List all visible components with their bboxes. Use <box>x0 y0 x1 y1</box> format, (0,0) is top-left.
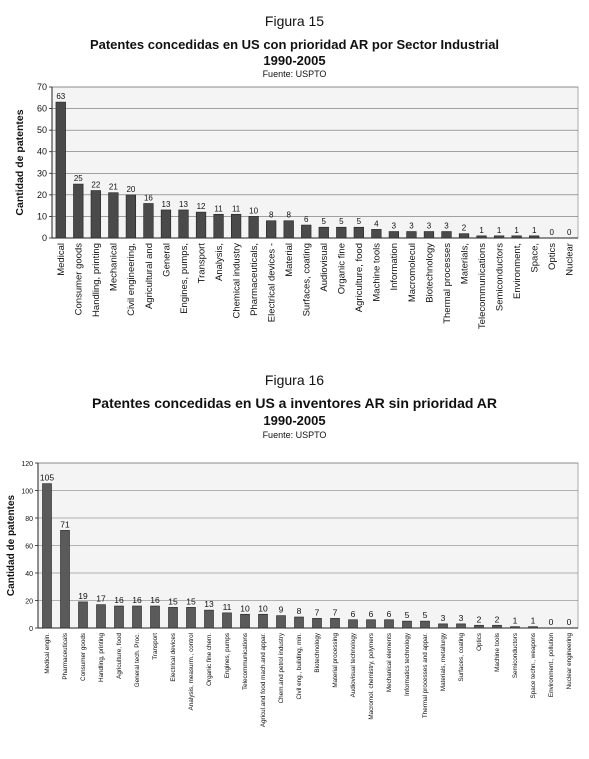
y-tick-label: 40 <box>25 571 33 578</box>
bar-value-label: 11 <box>222 601 232 612</box>
bar <box>475 625 484 628</box>
x-category-label: Medical engin. <box>44 633 52 674</box>
bar <box>79 602 88 628</box>
x-category-label: Organic fine chem. <box>206 633 214 686</box>
bar-value-label: 6 <box>350 608 356 619</box>
bar-value-label: 3 <box>440 612 446 623</box>
bar <box>161 210 171 238</box>
y-axis-label: Cantidad de patentes <box>6 494 17 597</box>
x-category-label: Telecommunications <box>476 243 488 330</box>
bar-value-label: 15 <box>186 596 196 607</box>
bar <box>511 627 520 628</box>
bar-value-label: 8 <box>296 606 302 616</box>
bar <box>284 221 294 238</box>
bar-value-label: 25 <box>73 174 83 184</box>
bar-value-label: 0 <box>566 617 572 627</box>
bar <box>349 620 358 628</box>
x-category-label: Agricul.and food mach.and appar. <box>260 633 268 728</box>
figure-15-subtitle: 1990-2005 <box>263 53 326 68</box>
y-tick-label: 60 <box>25 543 33 551</box>
bar <box>477 236 487 238</box>
y-tick-label: 20 <box>25 598 33 606</box>
x-category-label: Environment, <box>511 243 523 299</box>
x-category-label: Information <box>389 243 401 291</box>
figure-15-title: Patentes concedidas en US con prioridad AR por Sector Industrial <box>89 37 500 52</box>
bar-value-label: 22 <box>91 180 101 190</box>
bar <box>529 627 538 628</box>
y-tick-label: 30 <box>36 168 47 179</box>
bar <box>313 618 322 628</box>
bar <box>109 193 119 238</box>
y-tick-label: 80 <box>25 516 33 523</box>
x-category-label: Medical <box>56 243 68 276</box>
chart-figura-16 <box>0 445 589 755</box>
x-category-label: Audiovisual <box>319 243 331 292</box>
bar-value-label: 20 <box>126 184 136 194</box>
bar-value-label: 16 <box>114 595 124 605</box>
bar-value-label: 4 <box>374 219 379 229</box>
bar-value-label: 2 <box>461 223 467 233</box>
bar <box>223 613 232 628</box>
bar <box>205 610 214 628</box>
bar <box>126 195 136 238</box>
bar-value-label: 5 <box>356 217 362 227</box>
bar-value-label: 5 <box>321 217 326 227</box>
x-category-label: Civil engineering, <box>126 243 138 316</box>
y-tick-label: 50 <box>36 125 47 136</box>
x-category-label: Materials, <box>459 243 471 285</box>
bar-value-label: 3 <box>409 221 414 231</box>
x-category-label: Nuclear <box>564 243 576 276</box>
bar-value-label: 10 <box>240 603 250 614</box>
bar <box>385 620 394 628</box>
x-category-label: Surfaces, coating <box>458 633 466 682</box>
x-category-label: Thermal processes and appar. <box>422 633 430 719</box>
bar <box>266 221 276 238</box>
x-category-label: Pharmaceuticals, <box>248 243 260 316</box>
x-category-label: Surfaces, coating <box>301 243 313 317</box>
bar <box>295 617 304 628</box>
x-category-label: Electrical devices - <box>266 243 278 323</box>
bar-value-label: 16 <box>143 193 153 203</box>
bar <box>151 606 160 628</box>
bar <box>372 229 382 238</box>
bar <box>61 530 70 628</box>
bar <box>439 624 448 628</box>
x-category-label: Optics <box>476 633 484 651</box>
x-category-label: Agriculture, food <box>116 633 124 679</box>
bar-value-label: 10 <box>258 603 268 614</box>
bar-value-label: 21 <box>108 182 118 192</box>
x-category-label: Chem.and petrol industry <box>278 633 286 704</box>
bar <box>407 232 417 238</box>
bar-value-label: 8 <box>286 210 291 220</box>
x-category-label: Mechanical <box>108 243 120 292</box>
bar-value-label: 9 <box>278 604 284 615</box>
bar-value-label: 5 <box>404 610 410 621</box>
x-category-label: Handling, printing <box>98 633 106 683</box>
bar-value-label: 10 <box>249 206 259 216</box>
x-category-label: Chemical industry <box>231 242 243 319</box>
bar-value-label: 3 <box>426 221 432 231</box>
bar-value-label: 11 <box>231 204 241 214</box>
bar <box>529 236 539 238</box>
x-category-label: Thermal processes <box>441 243 453 324</box>
x-category-label: Analysis, <box>213 243 225 282</box>
bar <box>73 184 83 238</box>
bar-value-label: 3 <box>391 221 397 231</box>
bar-value-label: 1 <box>512 615 518 626</box>
x-category-label: Transport <box>196 243 208 284</box>
bar <box>133 606 142 628</box>
bar <box>277 616 286 628</box>
bar <box>115 606 124 628</box>
bar <box>187 607 196 628</box>
bar-value-label: 8 <box>268 210 274 220</box>
x-category-label: Consumer goods <box>73 243 85 316</box>
bar-value-label: 5 <box>339 217 344 227</box>
x-category-label: Space techn., weapons <box>530 633 538 699</box>
x-category-label: Civil eng., building, min. <box>296 633 304 700</box>
bar <box>179 210 189 238</box>
bar <box>169 607 178 628</box>
x-category-label: Engines, pumps, <box>178 243 190 314</box>
x-category-label: Semiconductors <box>494 243 506 312</box>
x-category-label: Analysis, measurm., control <box>188 633 196 711</box>
x-category-label: Electrical devices <box>170 633 178 682</box>
bar <box>493 625 502 628</box>
x-category-label: Consumer goods <box>80 633 88 681</box>
bar-value-label: 6 <box>386 608 392 619</box>
bar <box>214 214 224 238</box>
bar <box>91 191 101 238</box>
figure-16-subtitle: 1990-2005 <box>263 413 326 428</box>
x-category-label: Agricultural and <box>143 243 155 310</box>
bar-value-label: 105 <box>39 472 55 483</box>
bar-value-label: 71 <box>60 519 70 530</box>
bar <box>97 605 106 628</box>
bar <box>421 621 430 628</box>
bar <box>196 212 206 238</box>
bar <box>512 236 522 238</box>
bar-value-label: 1 <box>531 225 537 235</box>
bar-value-label: 1 <box>479 225 484 235</box>
x-category-label: Organic fine <box>336 243 348 295</box>
y-tick-label: 0 <box>29 626 33 633</box>
bar <box>457 624 466 628</box>
x-category-label: Handling, printing <box>91 243 103 317</box>
bar-value-label: 15 <box>168 596 178 607</box>
x-category-label: Pharmaceuticals <box>62 633 70 680</box>
bar <box>403 621 412 628</box>
bar-value-label: 0 <box>567 228 572 237</box>
bar-value-label: 63 <box>56 92 66 102</box>
bar-value-label: 7 <box>332 607 338 618</box>
bar <box>144 203 154 238</box>
bar-value-label: 16 <box>150 595 160 605</box>
x-category-label: Semiconductors <box>512 633 520 679</box>
bar-value-label: 13 <box>204 599 214 610</box>
x-category-label: Machine tools <box>371 243 383 302</box>
x-category-label: Mechanical elements <box>386 633 394 693</box>
x-category-label: Engines, pumps <box>224 633 232 679</box>
figure-16-source: Fuente: USPTO <box>262 430 327 440</box>
x-category-label: Material <box>284 243 296 277</box>
figure-16-label: Figura 16 <box>264 372 325 388</box>
bar-value-label: 13 <box>179 199 188 209</box>
bar-value-label: 1 <box>496 225 502 235</box>
bar-value-label: 5 <box>422 610 428 621</box>
bar <box>354 227 364 238</box>
y-tick-label: 10 <box>36 211 47 222</box>
bar-value-label: 2 <box>476 614 482 625</box>
x-category-label: Transport <box>152 633 160 660</box>
chart-figura-15 <box>0 80 589 360</box>
y-tick-label: 60 <box>36 103 47 114</box>
bar <box>367 620 376 628</box>
x-category-label: Nuclear engineering <box>566 633 574 690</box>
bar-value-label: 2 <box>494 614 500 625</box>
y-tick-label: 70 <box>36 82 47 92</box>
bar <box>231 214 241 238</box>
y-tick-label: 0 <box>41 233 47 243</box>
bar-value-label: 13 <box>161 199 171 209</box>
bar-value-label: 0 <box>549 228 554 237</box>
bar-value-label: 6 <box>304 215 309 225</box>
x-category-label: Agriculture, food <box>354 243 366 313</box>
y-tick-label: 120 <box>21 461 33 468</box>
bar-value-label: 6 <box>368 608 374 619</box>
x-category-label: Telecommunications <box>242 633 250 691</box>
bar-value-label: 11 <box>214 204 223 214</box>
bar <box>424 232 434 238</box>
x-category-label: Space, <box>529 243 541 273</box>
bar-value-label: 12 <box>196 202 206 212</box>
x-category-label: Machine tools <box>494 633 502 672</box>
x-category-label: Macromol. chemistry, polymers <box>368 633 376 720</box>
bar <box>331 618 340 628</box>
x-category-label: Environment., pollution <box>548 633 556 698</box>
bar <box>336 227 346 238</box>
x-category-label: Audiovisual technology <box>350 633 358 698</box>
x-category-label: Macromolecul <box>406 243 418 303</box>
bar-value-label: 1 <box>514 225 519 235</box>
figure-15-source: Fuente: USPTO <box>262 69 327 79</box>
bar <box>249 216 259 238</box>
y-tick-label: 100 <box>21 488 33 496</box>
bar <box>301 225 311 238</box>
bar <box>43 484 52 628</box>
y-axis-label: Cantidad de patentes <box>14 109 26 216</box>
bar-value-label: 1 <box>530 615 536 626</box>
x-category-label: Informatics technology <box>404 633 412 696</box>
y-tick-label: 40 <box>36 146 47 157</box>
bar-value-label: 17 <box>96 593 106 604</box>
x-category-label: Biotechnology <box>314 633 322 673</box>
x-category-label: Material processing <box>332 633 340 688</box>
bar <box>319 227 329 238</box>
bar-value-label: 3 <box>458 612 464 623</box>
bar-value-label: 7 <box>314 607 320 618</box>
bar <box>56 102 66 238</box>
bar-value-label: 19 <box>78 590 88 601</box>
x-category-label: General tech. Proc. <box>134 633 142 688</box>
bar <box>389 232 399 238</box>
x-category-label: General <box>161 243 173 277</box>
x-category-label: Biotechnology <box>424 243 436 303</box>
x-category-label: Optics <box>547 243 559 270</box>
bar <box>241 614 250 628</box>
bar-value-label: 3 <box>444 221 449 231</box>
bar <box>442 232 452 238</box>
bar <box>459 234 469 238</box>
figure-15-label: Figura 15 <box>264 13 325 29</box>
bar <box>494 236 504 238</box>
x-category-label: Materials, metallurgy <box>440 633 448 692</box>
y-tick-label: 20 <box>36 189 47 200</box>
figure-16-title: Patentes concedidas en US a inventores AR sin prioridad AR <box>91 395 498 411</box>
bar-value-label: 16 <box>132 595 142 605</box>
bar-value-label: 0 <box>548 617 554 627</box>
bar <box>259 614 268 628</box>
